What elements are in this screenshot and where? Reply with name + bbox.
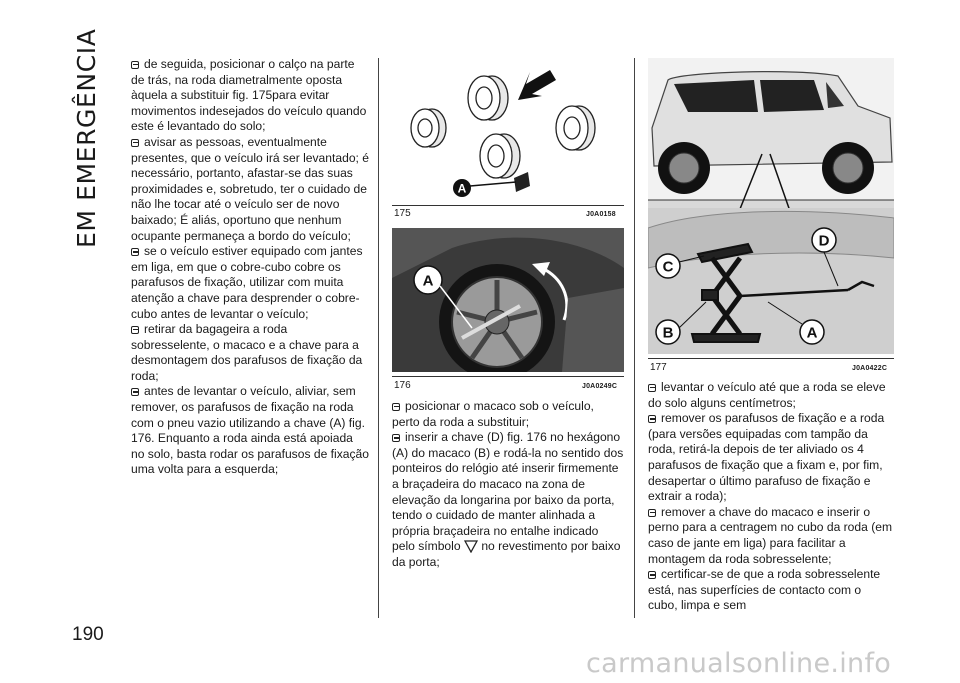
list-item [648,380,894,411]
figure-code: J0A0249C [582,383,618,390]
figure-caption-rule [392,376,624,377]
watermark-text: carmanualsonline.info [586,648,892,679]
list-item [648,567,894,614]
list-item [648,411,894,505]
callout-a-label: A [457,181,467,196]
figure-code: J0A0158 [586,211,616,218]
bullet-icon [392,403,400,411]
bullet-icon [131,248,139,256]
callout-b-label: B [662,324,674,342]
list-item-text: posicionar o macaco sob o veículo, perto da roda a substituir; [392,399,594,429]
figure-number: 175 [394,208,411,219]
bullet-icon [648,509,656,517]
bullet-icon [131,61,139,69]
bullet-icon [648,571,656,579]
list-item-text: retirar da bagageira a roda sobresselente, o macaco e a chave para a desmontagem dos parafusos de fixação da roda; [131,322,363,383]
figure-caption-rule [648,358,894,359]
callout-a-label: A [422,272,434,290]
section-title: EM EMERGÊNCIA [72,28,101,248]
bullet-icon [131,326,139,334]
figure-177 [648,58,894,354]
list-item [131,384,369,478]
list-item [131,322,369,384]
list-item [392,399,624,430]
list-item [131,57,369,135]
list-item-text: inserir a chave (D) fig. 176 no hexágono (A) do macaco (B) e rodá-la no sentido dos ponteiros do relógio até inserir firmemente a braçadeira do macaco na zona de elevação da longarina por baixo da porta, tendo o cuidado de manter alinhada a própria braçadeira no entalhe indicado pelo símbolo [392,430,624,554]
column-divider [378,58,379,618]
list-item-text: levantar o veículo até que a roda se eleve do solo alguns centímetros; [648,380,886,410]
figure-176 [392,228,624,372]
bullet-icon [131,388,139,396]
figure-code: J0A0422C [852,365,888,372]
list-item [131,135,369,244]
list-item [648,505,894,567]
notch-triangle-icon [464,539,478,553]
column-divider [634,58,635,618]
car-jack-illustration [648,58,894,354]
bullet-icon [648,415,656,423]
list-item-text: se o veículo estiver equipado com jantes em liga, em que o cobre-cubo cobre os parafusos de fixação, utilizar com muita atenção a chave para desprender o cobre-cubo antes de levantar o veículo; [131,244,363,321]
list-item [392,430,624,570]
figure-number: 176 [394,380,411,391]
text-column-1 [131,57,369,478]
list-item-text: avisar as pessoas, eventualmente presentes, que o veículo irá ser levantado; é necessário, portanto, afastar-se das suas proximidades e, sobretudo, ter o cuidado de não lhe tocar até o veículo ser de novo baixado; É aliás, oportuno que nenhum ocupante permaneça a bordo do veículo; [131,134,369,243]
figure-caption-rule [392,205,624,206]
wheel-chock-illustration [392,58,624,202]
bullet-icon [131,139,139,147]
callout-a-label: A [806,324,818,342]
list-item-text: antes de levantar o veículo, aliviar, sem remover, os parafusos de fixação na roda com o pneu vazio utilizando a chave (A) fig. 176. Enquanto a roda ainda está apoiada no solo, basta rodar os parafusos de fixação uma volta para a esquerda; [131,384,369,477]
wheel-wrench-illustration [392,228,624,372]
bullet-icon [648,384,656,392]
figure-number: 177 [650,362,667,373]
list-item-text: no revestimento por baixo da porta; [392,539,621,569]
callout-d-label: D [818,232,830,250]
list-item [131,244,369,322]
list-item-text: remover os parafusos de fixação e a roda (para versões equipadas com tampão da roda, retirá-la depois de ter aliviado os 4 parafusos de fixação que a fixam e, por fim, desapertar o último parafuso de fixação e extrair a roda); [648,411,885,504]
list-item-text: certificar-se de que a roda sobresselente está, nas superfícies de contacto com o cubo, limpa e sem [648,567,881,613]
list-item-text: de seguida, posicionar o calço na parte de trás, na roda diametralmente oposta àquela a substituir fig. 175para evitar movimentos indesejados do veículo quando este é levantado do solo; [131,57,367,134]
callout-c-label: C [662,258,674,276]
text-column-3 [648,380,894,614]
bullet-icon [392,434,400,442]
list-item-text: remover a chave do macaco e inserir o perno para a centragem no cubo da roda (em caso de jante em liga) para facilitar a montagem da roda sobresselente; [648,504,893,566]
page-number: 190 [72,624,104,645]
text-column-2 [392,399,624,571]
figure-175 [392,58,624,202]
